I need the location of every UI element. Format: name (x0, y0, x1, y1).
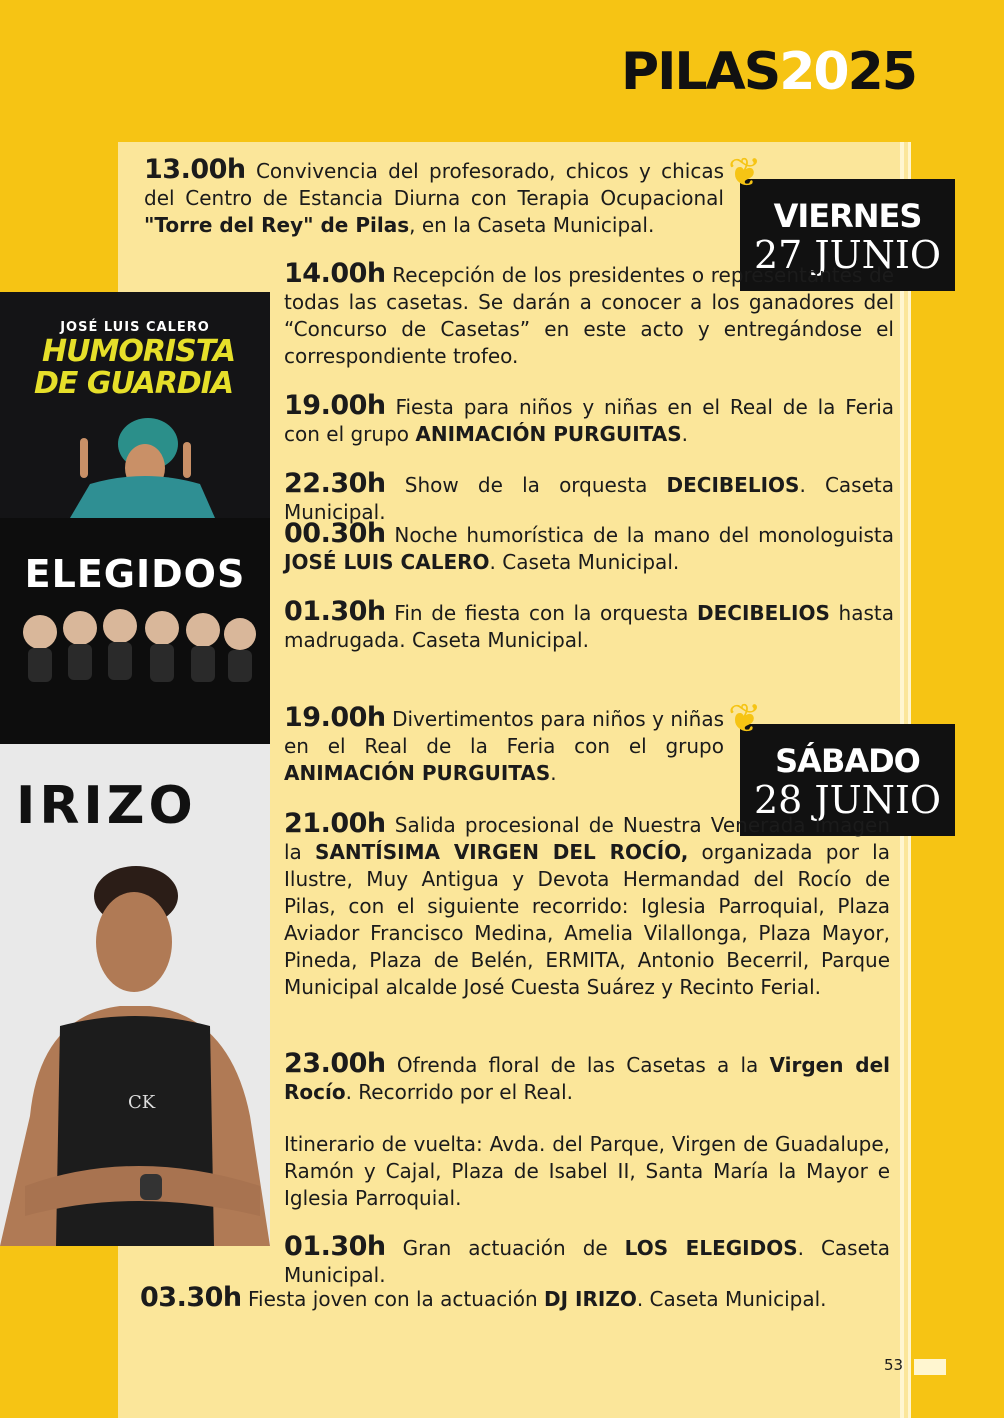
day-date: 28 JUNIO (753, 778, 942, 822)
elegidos-poster (0, 518, 270, 744)
comedian-photo (0, 398, 270, 518)
irizo-logo: IRIZO (16, 776, 197, 836)
irizo-poster (0, 744, 270, 1246)
event-item: 01.30h Gran actuación de LOS ELEGIDOS. Caseta Municipal. (284, 1231, 890, 1287)
flourish-icon: ❦ (728, 150, 762, 196)
flourish-icon: ❦ (728, 696, 762, 742)
page-number: 53 (884, 1356, 904, 1374)
event-item: 01.30h Fin de fiesta con la orquesta DECIBELIOS hasta madrugada. Caseta Municipal. (284, 596, 895, 652)
event-item: 22.30h Show de la orquesta DECIBELIOS. Caseta Municipal. (284, 468, 895, 524)
poster-title-line1: HUMORISTA (42, 334, 236, 369)
event-item: 00.30h Noche humorística de la mano del monologuista JOSÉ LUIS CALERO. Caseta Municipal. (284, 518, 894, 574)
dj-photo (0, 856, 270, 1246)
elegidos-logo: ELEGIDOS (24, 552, 246, 596)
event-item: 19.00h Fiesta para niños y niñas en el Real de la Feria con el grupo ANIMACIÓN PURGUITAS. (284, 390, 895, 446)
event-item: 21.00h Salida procesional de Nuestra Venerada Imagen la SANTÍSIMA VIRGEN DEL ROCÍO, organizada por la Ilustre, Muy Antigua y Devota Hermandad del Rocío de Pilas, con el siguiente recorrido: Iglesia Parroquial, Plaza Aviador Francisco Medina, Amelia Vilallonga, Plaza Mayor, Pineda, Plaza de Belén, ERMITA, Antonio Becerril, Parque Municipal alcalde José Cuesta Suárez y Recinto Ferial. (284, 808, 891, 999)
band-figures (0, 608, 270, 718)
event-item: 13.00h Convivencia del profesorado, chicos y chicas del Centro de Estancia Diurna con Terapia Ocupacional "Torre del Rey" de Pilas, en la Caseta Municipal. (144, 154, 725, 237)
poster-artist-name: JOSÉ LUIS CALERO (60, 320, 210, 335)
day-name: SÁBADO (775, 742, 920, 780)
event-item: 23.00h Ofrenda floral de las Casetas a la Virgen del Rocío. Recorrido por el Real. (284, 1048, 890, 1104)
event-item: 19.00h Divertimentos para niños y niñas en el Real de la Feria con el grupo ANIMACIÓN PURGUITAS. (284, 702, 725, 785)
day-date: 27 JUNIO (753, 233, 942, 277)
event-item: 14.00h Recepción de los presidentes o representantes de todas las casetas. Se darán a conocer a los ganadores del “Concurso de Casetas” en este acto y entregándose el correspondiente trofeo. (284, 258, 894, 368)
day-name: VIERNES (773, 197, 922, 235)
event-item: Itinerario de vuelta: Avda. del Parque, Virgen de Guadalupe, Ramón y Cajal, Plaza de Isabel II, Santa María la Mayor e Iglesia Parroquial. (284, 1132, 890, 1210)
event-item: 03.30h Fiesta joven con la actuación DJ IRIZO. Caseta Municipal. (140, 1282, 827, 1313)
page-number-bar (914, 1359, 946, 1375)
page-title: PILAS2025 (620, 42, 916, 102)
poster-title-line2: DE GUARDIA (34, 366, 234, 401)
humorista-poster (0, 292, 270, 518)
shirt-logo: CK (128, 1092, 156, 1113)
